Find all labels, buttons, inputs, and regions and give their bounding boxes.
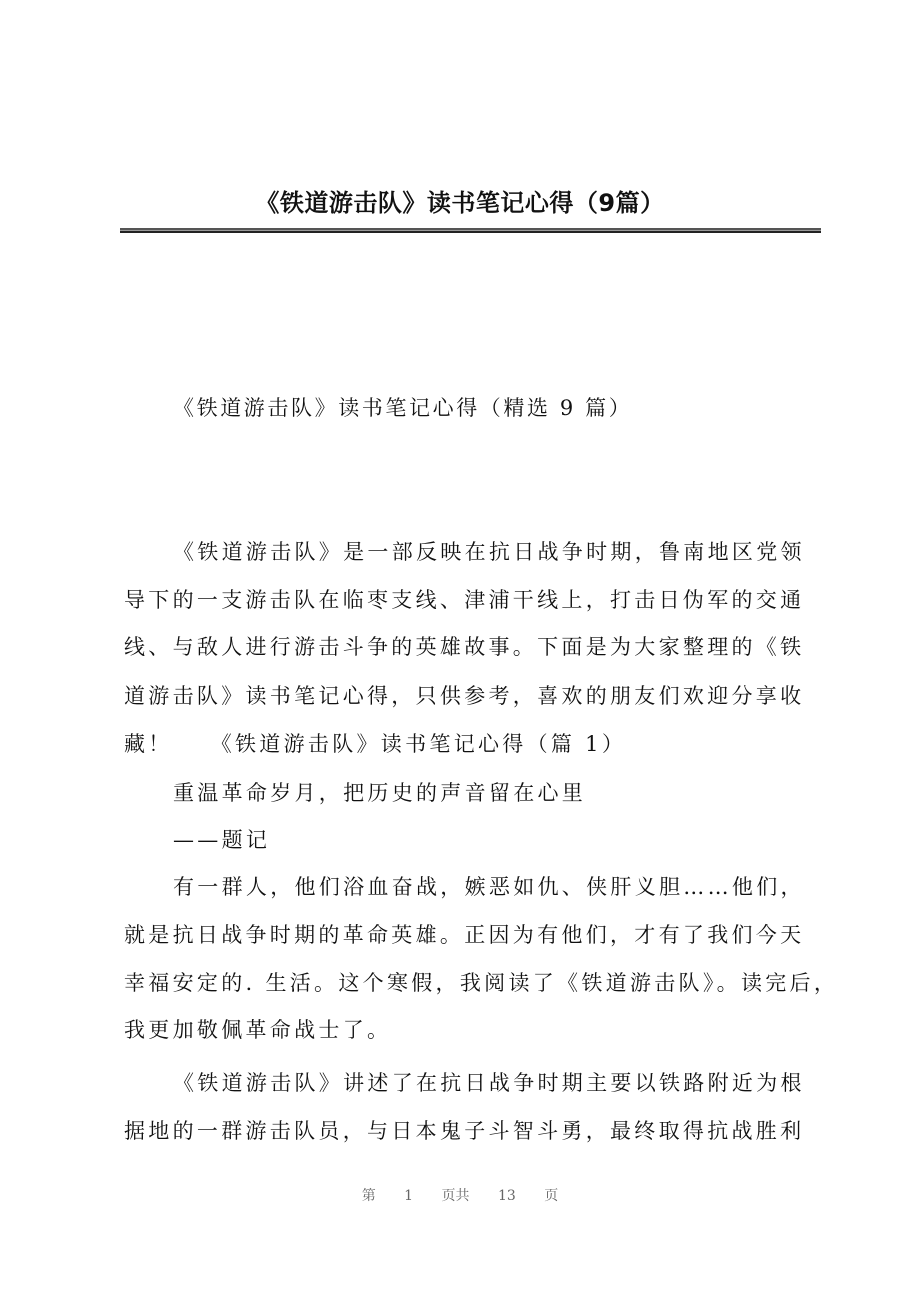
paragraph-line: 《铁道游击队》是一部反映在抗日战争时期，鲁南地区党领 <box>173 540 805 564</box>
page-suffix: 页 <box>544 1188 559 1204</box>
paragraph-line: 导下的一支游击队在临枣支线、津浦干线上，打击日伪军的交通 <box>124 588 805 612</box>
paragraph-line: 道游击队》读书笔记心得，只供参考，喜欢的朋友们欢迎分享收 <box>124 684 805 708</box>
current-page-number: 1 <box>404 1188 414 1204</box>
title-double-rule <box>120 228 821 233</box>
paragraph-line: 藏！ 《铁道游击队》读书笔记心得（篇 1） <box>124 732 627 756</box>
paragraph-line: 幸福安定的. 生活。这个寒假，我阅读了《铁道游击队》。读完后， <box>124 971 839 995</box>
total-pages: 13 <box>498 1188 516 1204</box>
epigraph-attribution: ——题记 <box>173 828 271 852</box>
paragraph-line: 据地的一群游击队员，与日本鬼子斗智斗勇，最终取得抗战胜利 <box>124 1119 805 1143</box>
document-subtitle: 《铁道游击队》读书笔记心得（精选 9 篇） <box>173 396 633 420</box>
page-prefix: 第 <box>361 1188 376 1204</box>
document-title: 《铁道游击队》读书笔记心得（9篇） <box>255 189 665 217</box>
paragraph-line: 线、与敌人进行游击斗争的英雄故事。下面是为大家整理的《铁 <box>124 635 805 659</box>
paragraph-line: 《铁道游击队》讲述了在抗日战争时期主要以铁路附近为根 <box>173 1071 805 1095</box>
epigraph-line: 重温革命岁月，把历史的声音留在心里 <box>173 781 587 805</box>
page-footer <box>0 1186 920 1206</box>
paragraph-line: 有一群人，他们浴血奋战，嫉恶如仇、侠肝义胆……他们， <box>173 875 805 899</box>
page-mid: 页共 <box>441 1188 470 1204</box>
paragraph-line: 就是抗日战争时期的革命英雄。正因为有他们，才有了我们今天 <box>124 923 805 947</box>
paragraph-line: 我更加敬佩革命战士了。 <box>124 1018 392 1042</box>
